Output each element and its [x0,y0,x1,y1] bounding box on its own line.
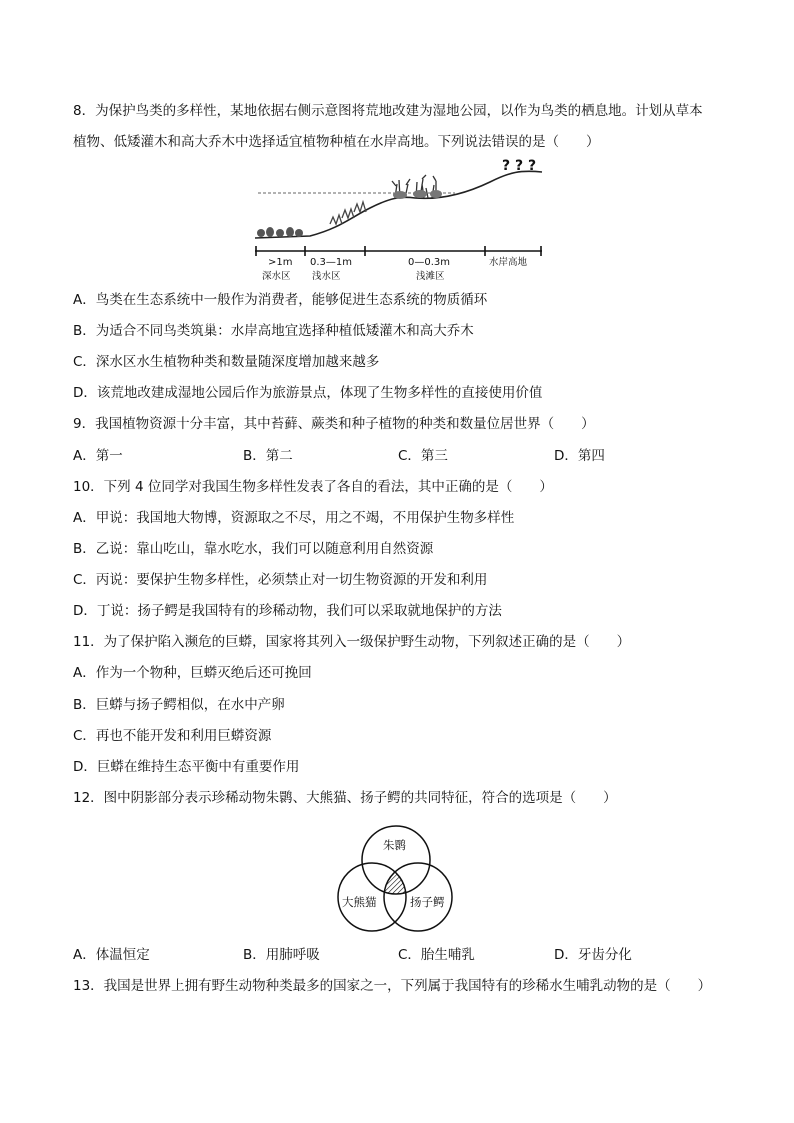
venn-label-alligator: 扬子鳄 [410,895,445,909]
q8-stem-line1: 8．为保护鸟类的多样性，某地依据右侧示意图将荒地改建为湿地公园，以作为鸟类的栖息地。计划从草本 [73,103,703,119]
q10-option-b: B．乙说：靠山吃山，靠水吃水，我们可以随意利用自然资源 [73,541,434,557]
zone-label-deep: 深水区 [262,271,291,282]
q11-option-a: A．作为一个物种，巨蟒灭绝后还可挽回 [73,665,312,681]
q9-option-d: D．第四 [554,448,605,464]
depth-label-deep: >1m [268,257,293,268]
zone-label-mid: 浅水区 [312,271,341,282]
q10-option-c: C．丙说：要保护生物多样性，必须禁止对一切生物资源的开发和利用 [73,572,488,588]
q8-stem-line2: 植物、低矮灌木和高大乔木中选择适宜植物种植在水岸高地。下列说法错误的是（ ） [73,134,600,150]
q11-stem: 11．为了保护陷入濒危的巨蟒，国家将其列入一级保护野生动物，下列叙述正确的是（ ） [73,634,631,650]
q12-option-a: A．体温恒定 [73,947,150,963]
zone-label-shoal: 浅滩区 [416,271,445,282]
q8-option-a: A．鸟类在生态系统中一般作为消费者，能够促进生态系统的物质循环 [73,292,488,308]
venn-label-ibis: 朱鹮 [383,838,406,852]
q9-option-b: B．第二 [243,448,293,464]
q12-option-d: D．牙齿分化 [554,947,632,963]
q10-stem: 10．下列 4 位同学对我国生物多样性发表了各自的看法，其中正确的是（ ） [73,479,553,495]
q10-option-d: D．丁说：扬子鳄是我国特有的珍稀动物，我们可以采取就地保护的方法 [73,603,502,619]
q8-option-d: D．该荒地改建成湿地公园后作为旅游景点，体现了生物多样性的直接使用价值 [73,385,543,401]
q9-option-a: A．第一 [73,448,123,464]
q11-option-d: D．巨蟒在维持生态平衡中有重要作用 [73,759,300,775]
depth-label-mid: 0.3—1m [310,257,353,268]
deep-water-plants [257,227,303,237]
zone-label-bank: 水岸高地 [489,257,528,268]
q8-option-c: C．深水区水生植物种类和数量随深度增加越来越多 [73,354,380,370]
q9-stem: 9．我国植物资源十分丰富，其中苔藓、蕨类和种子植物的种类和数量位居世界（ ） [73,416,595,432]
wetland-diagram [250,158,550,284]
q10-option-a: A．甲说：我国地大物博，资源取之不尽，用之不竭，不用保护生物多样性 [73,510,515,526]
q9-option-c: C．第三 [398,448,448,464]
q11-option-c: C．再也不能开发和利用巨蟒资源 [73,728,272,744]
question-marks: ? ? ? [502,158,537,174]
q12-option-c: C．胎生哺乳 [398,947,475,963]
q12-stem: 12．图中阴影部分表示珍稀动物朱鹮、大熊猫、扬子鳄的共同特征，符合的选项是（ ） [73,790,617,806]
shoal-foliage [393,190,442,199]
q13-stem: 13．我国是世界上拥有野生动物种类最多的国家之一，下列属于我国特有的珍稀水生哺乳动物的是（ ） [73,978,712,994]
q11-option-b: B．巨蟒与扬子鳄相似，在水中产卵 [73,697,285,713]
venn-diagram [330,822,460,938]
q12-option-b: B．用肺呼吸 [243,947,320,963]
depth-label-shallow: 0—0.3m [408,257,451,268]
venn-label-panda: 大熊猫 [342,895,377,909]
q8-option-b: B．为适合不同鸟类筑巢：水岸高地宜选择种植低矮灌木和高大乔木 [73,323,474,339]
